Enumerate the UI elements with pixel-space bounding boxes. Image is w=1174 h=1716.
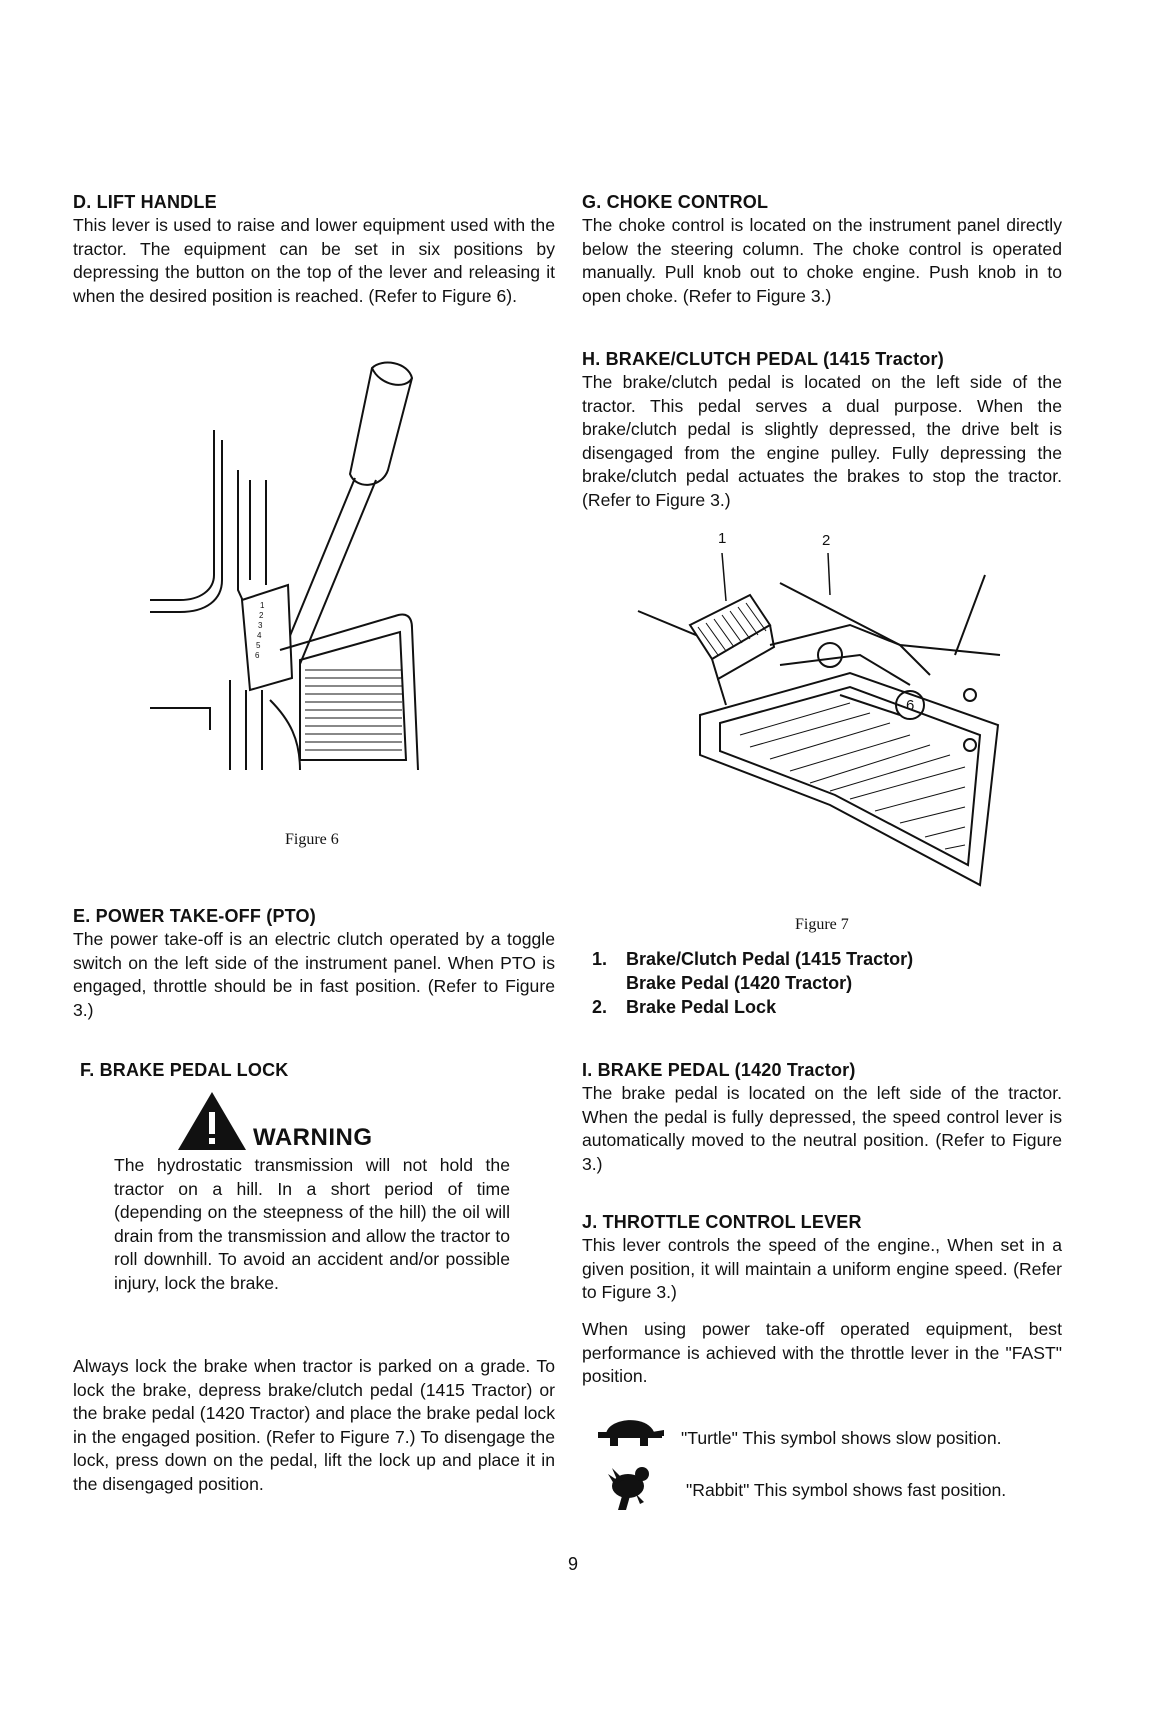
text-warning: The hydrostatic transmission will not hold the tractor on a hill. In a short period of time (depending on the steepness of the hill) the oil will drain from the transmission and allow the tractor to roll downhill. To avoid an accident and/or possible injury, lock the brake. [114, 1155, 510, 1293]
scale-label: 4 [257, 631, 262, 640]
text-brake-clutch-pedal: The brake/clutch pedal is located on the left side of the tractor. This pedal serves a dual purpose. When the brake/clutch pedal is slightly depressed, the drive belt is disengaged from the engine pulley. Fully depressing the brake/clutch pedal actuates the brakes to stop the tractor. (Refer to Figure 3.) [582, 372, 1062, 510]
scale-label: 3 [258, 621, 263, 630]
heading-lift-handle: D. LIFT HANDLE [73, 192, 217, 212]
text-brake-pedal-lock: Always lock the brake when tractor is parked on a grade. To lock the brake, depress brake/clutch pedal (1415 Tractor) or the brake pedal (1420 Tractor) and place the brake pedal lock in the engaged position. (Refer to Figure 7.) To disengage the lock, press down on the pedal, lift the lock up and place it in the disengaged position. [73, 1356, 555, 1494]
text-throttle-control-lever: This lever controls the speed of the engine., When set in a given position, it will maintain a uniform engine speed. (Refer to Figure 3.) [582, 1235, 1062, 1303]
scale-label: 6 [255, 651, 260, 660]
figure-7-callout: 2 [822, 532, 831, 549]
legend-item: 2. Brake Pedal Lock [592, 997, 777, 1017]
figure-7-callout: 1 [718, 530, 727, 547]
figure-7-illustration [630, 530, 1010, 895]
turtle-icon [594, 1410, 666, 1450]
rabbit-icon [604, 1458, 650, 1512]
figure-7-caption: Figure 7 [795, 916, 849, 933]
scale-label: 5 [256, 641, 261, 650]
heading-choke-control: G. CHOKE CONTROL [582, 192, 769, 212]
text-brake-pedal: The brake pedal is located on the left side of the tractor. When the pedal is fully depressed, the speed control lever is automatically moved to the neutral position. (Refer to Figure 3.) [582, 1083, 1062, 1174]
figure-6-illustration [150, 360, 470, 800]
scale-label: 2 [259, 611, 264, 620]
warning-label: WARNING [253, 1124, 373, 1151]
heading-throttle-control-lever: J. THROTTLE CONTROL LEVER [582, 1212, 862, 1232]
text-pto: The power take-off is an electric clutch operated by a toggle switch on the left side of the instrument panel. When PTO is engaged, throttle should be in fast position. (Refer to Figure 3.) [73, 929, 555, 1020]
heading-brake-pedal: I. BRAKE PEDAL (1420 Tractor) [582, 1060, 856, 1080]
heading-brake-clutch-pedal: H. BRAKE/CLUTCH PEDAL (1415 Tractor) [582, 349, 944, 369]
text-choke-control: The choke control is located on the instrument panel directly below the steering column. The choke control is operated manually. Pull knob out to choke engine. Push knob in to open choke. (Refer to Figure 3.) [582, 215, 1062, 306]
legend-item-sub: Brake Pedal (1420 Tractor) [626, 973, 853, 993]
text-throttle-fast: When using power take-off operated equipment, best performance is achieved with the throttle lever in the "FAST" position. [582, 1319, 1062, 1387]
heading-brake-pedal-lock: F. BRAKE PEDAL LOCK [80, 1060, 289, 1080]
legend-item: 1. Brake/Clutch Pedal (1415 Tractor) [592, 949, 914, 969]
text-lift-handle: This lever is used to raise and lower equipment used with the tractor. The equipment can be set in six positions by depressing the button on the top of the lever and releasing it when the desired position is reached. (Refer to Figure 6). [73, 215, 555, 306]
figure-7-callout: 6 [906, 697, 915, 714]
turtle-label: "Turtle" This symbol shows slow position. [681, 1428, 1002, 1448]
heading-pto: E. POWER TAKE-OFF (PTO) [73, 906, 316, 926]
figure-6-caption: Figure 6 [285, 831, 339, 848]
page-number: 9 [568, 1554, 579, 1574]
rabbit-label: "Rabbit" This symbol shows fast position. [686, 1480, 1007, 1500]
figure-7-legend [592, 947, 1062, 1019]
scale-label: 1 [260, 601, 265, 610]
